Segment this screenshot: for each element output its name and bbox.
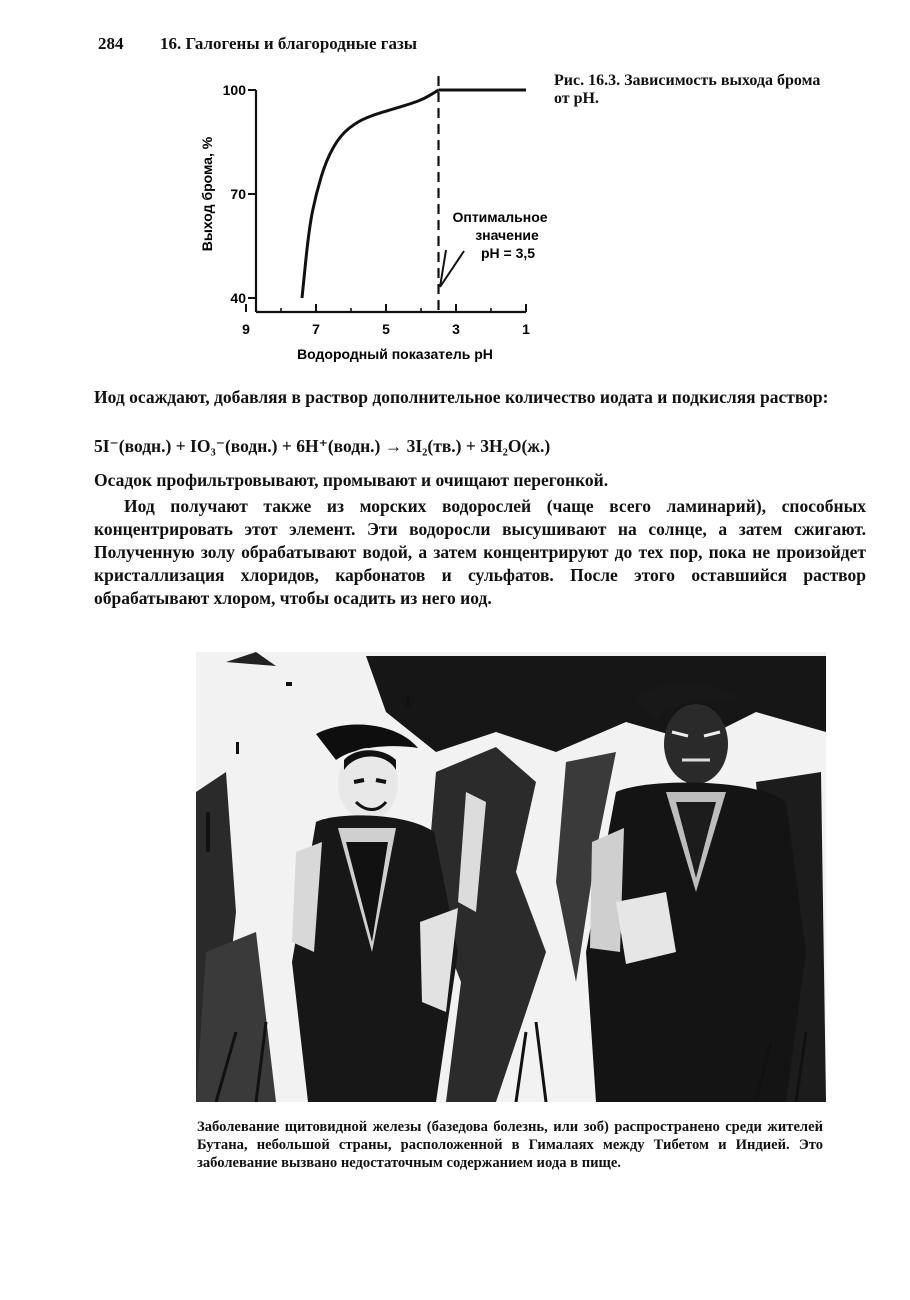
annotation-line-2: значение — [475, 227, 539, 243]
bromine-yield-chart — [190, 66, 550, 376]
photo-bhutan-villagers — [196, 652, 826, 1102]
annotation-line-3: pH = 3,5 — [480, 245, 536, 261]
y-tick-label: 40 — [230, 290, 246, 306]
right-person-face — [664, 704, 728, 784]
figure-caption — [554, 72, 854, 108]
x-tick-label: 7 — [312, 321, 320, 337]
annotation-line-1: Оптимальное — [452, 209, 548, 225]
x-tick-label: 3 — [452, 321, 460, 337]
x-tick-label: 5 — [382, 321, 390, 337]
series-line-bromine-yield — [302, 90, 439, 298]
chemical-equation: 5I⁻(водн.) + IO₃⁻(водн.) + 6H⁺(водн.) → 3I₂(тв.) + 3H₂O(ж.) — [94, 436, 551, 456]
figure-caption-line-1: Рис. 16.3. Зависимость выхода брома — [554, 72, 821, 89]
x-tick-label: 1 — [522, 321, 530, 337]
photo-caption: Заболевание щитовидной железы (базедова болезнь, или зоб) распространено среди жителей Бутана, небольшой страны, расположенной в Гималаях между Тибетом и Индией. Это заболевание вызвано недостаточным содержанием иода в пище. — [197, 1119, 823, 1171]
page-number: 284 — [98, 34, 124, 53]
page-header — [98, 34, 417, 54]
y-tick-label: 70 — [230, 186, 246, 202]
y-axis-label: Выход брома, % — [199, 136, 215, 252]
paragraph-filtration: Осадок профильтровывают, промывают и очищают перегонкой. — [94, 470, 609, 490]
x-tick-label: 9 — [242, 321, 250, 337]
chart-axes — [256, 90, 526, 312]
x-axis-label: Водородный показатель pH — [297, 346, 493, 362]
figure-caption-line-2: от pH. — [554, 90, 599, 107]
paragraph-iodine-precipitation: Иод осаждают, добавляя в раствор дополнительное количество иодата и подкисляя раствор: — [94, 387, 829, 407]
chapter-title: 16. Галогены и благородные газы — [160, 34, 418, 53]
paragraph-seaweed: Иод получают также из морских водорослей (чаще всего ламинарий), способных концентрировать этот элемент. Эти водоросли высушивают на солнце, а затем сжигают. Полученную золу обрабатывают водой, а затем концентрируют до тех пор, пока не произойдет кристаллизация хлоридов, карбонатов и сульфатов. После этого оставшийся раствор обрабатывают хлором, чтобы осадить из него иод. — [94, 496, 866, 608]
y-tick-label: 100 — [222, 82, 246, 98]
